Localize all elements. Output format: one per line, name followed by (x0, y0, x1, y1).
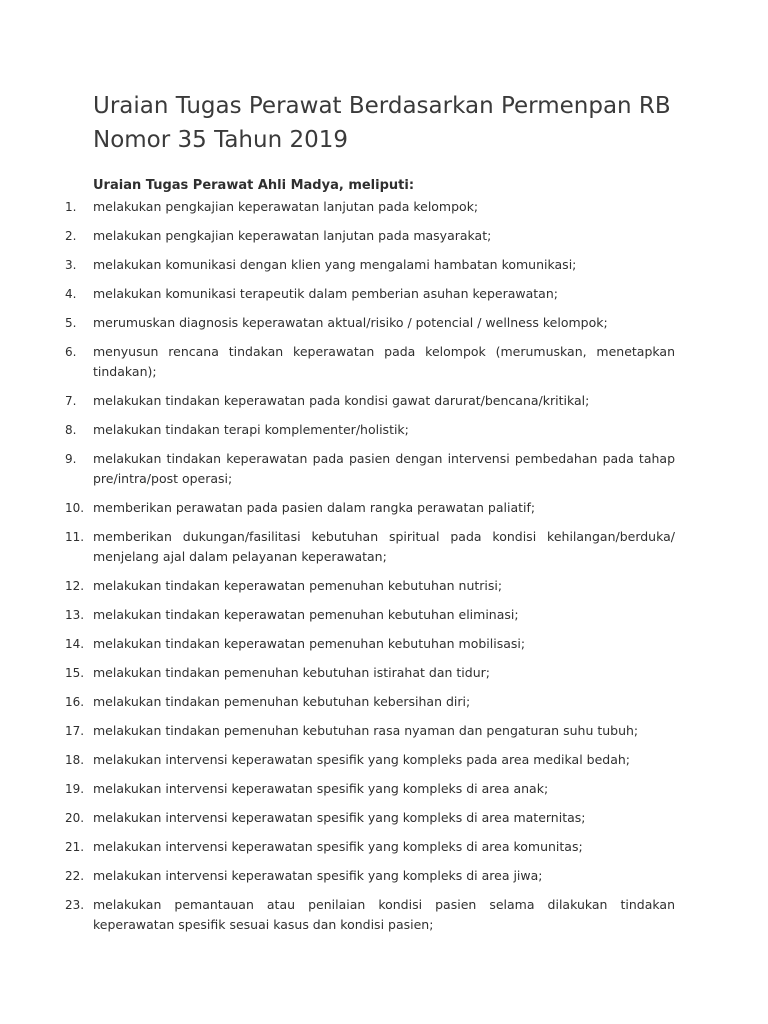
list-item-number: 1. (65, 200, 77, 214)
list-item-text: memberikan perawatan pada pasien dalam rangka perawatan paliatif; (93, 500, 536, 515)
list-item-text: melakukan intervensi keperawatan spesifik yang kompleks pada area medikal bedah; (93, 752, 630, 767)
list-item-text: melakukan intervensi keperawatan spesifik yang kompleks di area maternitas; (93, 810, 586, 825)
list-item (65, 420, 675, 440)
list-item-number: 8. (65, 423, 77, 437)
list-item-number: 2. (65, 229, 77, 243)
list-item-number: 12. (65, 579, 85, 593)
list-item-number: 21. (65, 840, 85, 854)
list-item-text: melakukan tindakan pemenuhan kebutuhan kebersihan diri; (93, 694, 471, 709)
list-item-text: menyusun rencana tindakan keperawatan pada kelompok (merumuskan, menetapkan tindakan); (93, 344, 675, 379)
list-item-text: melakukan pemantauan atau penilaian kondisi pasien selama dilakukan tindakan keperawatan spesifik sesuai kasus dan kondisi pasien; (93, 897, 675, 932)
list-item-number: 9. (65, 452, 77, 466)
list-item-text: melakukan intervensi keperawatan spesifik yang kompleks di area komunitas; (93, 839, 583, 854)
list-item (65, 284, 675, 304)
list-item (65, 866, 675, 886)
list-item-number: 14. (65, 637, 85, 651)
list-item (65, 313, 675, 333)
list-item-text: melakukan intervensi keperawatan spesifik yang kompleks di area anak; (93, 781, 549, 796)
list-item-number: 6. (65, 345, 77, 359)
list-item (65, 808, 675, 828)
list-item (65, 721, 675, 741)
list-item (65, 634, 675, 654)
list-item-text: melakukan komunikasi terapeutik dalam pemberian asuhan keperawatan; (93, 286, 558, 301)
list-item (65, 750, 675, 770)
list-item-text: memberikan dukungan/fasilitasi kebutuhan spiritual pada kondisi kehilangan/berduka/ menjelang ajal dalam pelayanan keperawatan; (93, 529, 675, 564)
list-item (65, 605, 675, 625)
list-item-text: melakukan tindakan pemenuhan kebutuhan rasa nyaman dan pengaturan suhu tubuh; (93, 723, 639, 738)
list-item (65, 226, 675, 246)
list-item-text: melakukan tindakan keperawatan pada pasien dengan intervensi pembedahan pada tahap pre/intra/post operasi; (93, 451, 675, 486)
section-subtitle: Uraian Tugas Perawat Ahli Madya, meliputi: (93, 178, 415, 193)
list-item (65, 391, 675, 411)
list-item (65, 692, 675, 712)
list-item-number: 15. (65, 666, 85, 680)
document-title: Uraian Tugas Perawat Berdasarkan Permenpan RB Nomor 35 Tahun 2019 (93, 93, 671, 153)
list-item-text: melakukan tindakan keperawatan pemenuhan kebutuhan nutrisi; (93, 578, 503, 593)
list-item-number: 19. (65, 782, 85, 796)
list-item (65, 342, 675, 382)
list-item-text: melakukan tindakan pemenuhan kebutuhan istirahat dan tidur; (93, 665, 490, 680)
list-item (65, 837, 675, 857)
list-item-number: 10. (65, 501, 85, 515)
list-item-number: 16. (65, 695, 85, 709)
list-item-number: 13. (65, 608, 85, 622)
list-item (65, 527, 675, 567)
list-item-text: melakukan tindakan terapi komplementer/holistik; (93, 422, 409, 437)
list-item-text: melakukan pengkajian keperawatan lanjutan pada masyarakat; (93, 228, 492, 243)
list-item-text: melakukan tindakan keperawatan pemenuhan kebutuhan mobilisasi; (93, 636, 526, 651)
list-item (65, 255, 675, 275)
list-item-number: 17. (65, 724, 85, 738)
list-item-text: merumuskan diagnosis keperawatan aktual/risiko / potencial / wellness kelompok; (93, 315, 608, 330)
list-item-number: 23. (65, 898, 85, 912)
list-item (65, 197, 675, 217)
list-item-number: 7. (65, 394, 77, 408)
list-item-number: 22. (65, 869, 85, 883)
list-item-text: melakukan komunikasi dengan klien yang mengalami hambatan komunikasi; (93, 257, 577, 272)
list-item (65, 663, 675, 683)
list-item (65, 895, 675, 935)
task-list (65, 197, 675, 935)
list-item (65, 779, 675, 799)
list-item-text: melakukan pengkajian keperawatan lanjutan pada kelompok; (93, 199, 479, 214)
list-item-text: melakukan tindakan keperawatan pemenuhan kebutuhan eliminasi; (93, 607, 519, 622)
list-item (65, 449, 675, 489)
list-item-text: melakukan intervensi keperawatan spesifik yang kompleks di area jiwa; (93, 868, 543, 883)
list-item-text: melakukan tindakan keperawatan pada kondisi gawat darurat/bencana/kritikal; (93, 393, 590, 408)
list-item-number: 20. (65, 811, 85, 825)
list-item (65, 576, 675, 596)
list-item-number: 5. (65, 316, 77, 330)
list-item-number: 4. (65, 287, 77, 301)
list-item-number: 11. (65, 530, 85, 544)
list-item-number: 18. (65, 753, 85, 767)
list-item-number: 3. (65, 258, 77, 272)
list-item (65, 498, 675, 518)
